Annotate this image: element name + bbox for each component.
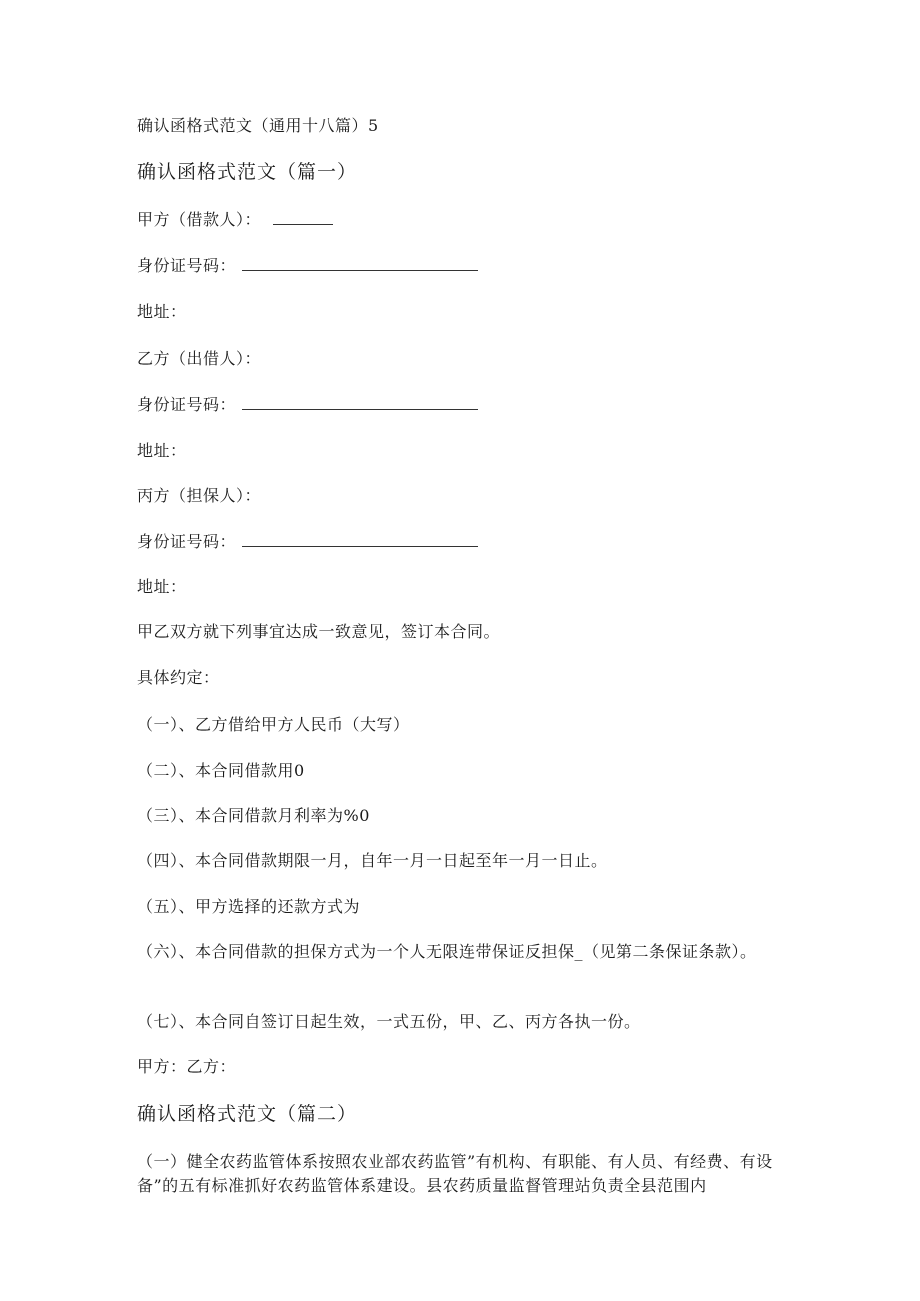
id-b-line	[137, 395, 478, 415]
section-2-paragraph: （一）健全农药监管体系按照农业部农药监管”有机构、有职能、有人员、有经费、有设备”的五有标准抓好农药监管体系建设。县农药质量监督管理站负责全县范围内	[137, 1152, 773, 1195]
clause-3: （三）、本合同借款月利率为%0	[137, 806, 370, 825]
party-c-label: 丙方（担保人）：	[137, 486, 262, 505]
addr-c-label: 地址：	[137, 577, 187, 596]
clause-6: （六）、本合同借款的担保方式为一个人无限连带保证反担保_（见第二条保证条款）。	[137, 942, 757, 961]
section-heading-1: 确认函格式范文（篇一）	[137, 161, 358, 183]
party-a-label: 甲方（借款人）：	[137, 210, 262, 229]
id-c-blank	[242, 532, 478, 547]
id-a-line	[137, 256, 478, 276]
intro-text: 甲乙双方就下列事宜达成一致意见，签订本合同。	[137, 622, 501, 641]
id-b-label: 身份证号码：	[137, 395, 237, 414]
id-b-blank	[242, 395, 478, 410]
id-a-label: 身份证号码：	[137, 256, 237, 275]
clause-4: （四）、本合同借款期限一月，自年一月一日起至年一月一日止。	[137, 851, 608, 870]
clause-2: （二）、本合同借款用0	[137, 761, 305, 780]
id-a-blank	[242, 256, 478, 271]
clause-7: （七）、本合同自签订日起生效，一式五份，甲、乙、丙方各执一份。	[137, 1012, 641, 1031]
clause-1: （一）、乙方借给甲方人民币（大写）	[137, 715, 410, 734]
id-c-label: 身份证号码：	[137, 532, 237, 551]
party-a-blank	[273, 210, 333, 225]
signature-line: 甲方：乙方：	[137, 1057, 237, 1076]
specifics-label: 具体约定：	[137, 668, 220, 687]
party-b-label: 乙方（出借人）：	[137, 349, 262, 368]
addr-b-label: 地址：	[137, 441, 187, 460]
document-title: 确认函格式范文（通用十八篇）5	[137, 116, 379, 135]
clause-5: （五）、甲方选择的还款方式为	[137, 897, 361, 916]
party-a-line	[137, 210, 333, 230]
addr-a-label: 地址：	[137, 302, 187, 321]
section-heading-2: 确认函格式范文（篇二）	[137, 1103, 358, 1125]
id-c-line	[137, 532, 478, 552]
